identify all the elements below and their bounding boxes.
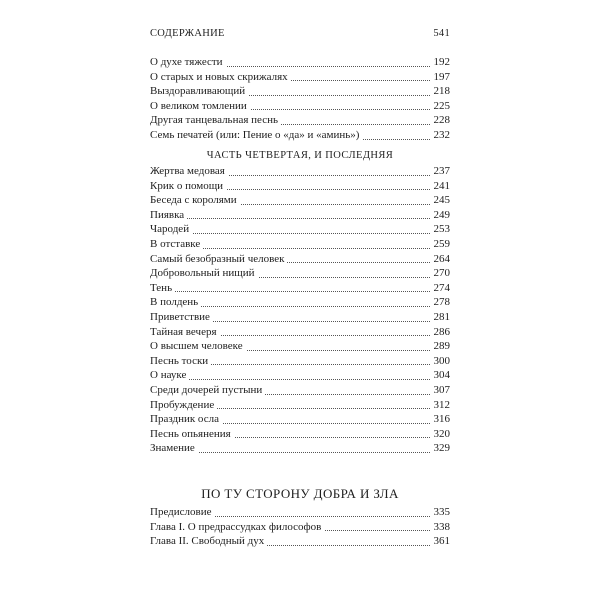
toc-entry-page: 245: [431, 193, 451, 208]
toc-entry-title: Песнь тоски: [150, 354, 211, 369]
toc-entry-page: 316: [431, 412, 451, 427]
toc-entry-page: 335: [431, 505, 451, 520]
toc-entry: [150, 128, 450, 143]
toc-entry: [150, 398, 450, 413]
dot-leader: [150, 379, 450, 380]
toc-entry-page: 361: [431, 534, 451, 549]
toc-entry: [150, 222, 450, 237]
toc-entry-title: Пробуждение: [150, 398, 217, 413]
toc-entry: [150, 383, 450, 398]
toc-entry: [150, 368, 450, 383]
toc-entry-title: Пиявка: [150, 208, 187, 223]
toc-entry: [150, 325, 450, 340]
toc-entry: [150, 266, 450, 281]
toc-entry-title: О духе тяжести: [150, 55, 226, 70]
toc-entry-title: Крик о помощи: [150, 179, 226, 194]
dot-leader: [150, 291, 450, 292]
toc-entry-title: Песнь опьянения: [150, 427, 234, 442]
toc-entry-title: Глава I. О предрассудках философов: [150, 520, 324, 535]
toc-entry-page: 270: [431, 266, 451, 281]
toc-entry: [150, 520, 450, 535]
toc-entry: [150, 193, 450, 208]
toc-entry-page: 249: [431, 208, 451, 223]
toc-entry-page: 307: [431, 383, 451, 398]
toc-entry-title: Жертва медовая: [150, 164, 228, 179]
toc-entry-title: В полдень: [150, 295, 201, 310]
header-title: СОДЕРЖАНИЕ: [150, 28, 225, 39]
toc-entry: [150, 310, 450, 325]
toc-entry: [150, 295, 450, 310]
toc-entry: [150, 208, 450, 223]
toc-entry: [150, 412, 450, 427]
toc-entry-page: 197: [431, 70, 451, 85]
toc-part4-list: [150, 164, 450, 456]
toc-entry-title: Выздоравливающий: [150, 84, 248, 99]
toc-entry-title: Другая танцевальная песнь: [150, 113, 281, 128]
toc-entry-page: 192: [431, 55, 451, 70]
toc-entry: [150, 237, 450, 252]
toc-entry: [150, 354, 450, 369]
toc-entry: [150, 534, 450, 549]
toc-entry-title: Добровольный нищий: [150, 266, 258, 281]
toc-entry-title: Праздник осла: [150, 412, 222, 427]
toc-entry-page: 218: [431, 84, 451, 99]
toc-entry-page: 312: [431, 398, 451, 413]
toc-entry-page: 329: [431, 441, 451, 456]
toc-entry-page: 232: [431, 128, 451, 143]
toc-entry: [150, 84, 450, 99]
toc-entry: [150, 281, 450, 296]
toc-entry-page: 338: [431, 520, 451, 535]
toc-entry-page: 281: [431, 310, 451, 325]
toc-entry: [150, 427, 450, 442]
toc-entry-page: 289: [431, 339, 451, 354]
dot-leader: [150, 233, 450, 234]
toc-entry-page: 286: [431, 325, 451, 340]
toc-entry-page: 320: [431, 427, 451, 442]
toc-entry-title: Предисловие: [150, 505, 215, 520]
toc-entry-page: 300: [431, 354, 451, 369]
toc-entry-page: 274: [431, 281, 451, 296]
toc-entry-page: 278: [431, 295, 451, 310]
toc-entry-page: 237: [431, 164, 451, 179]
toc-entry: [150, 99, 450, 114]
toc-entry-title: Самый безобразный человек: [150, 252, 287, 267]
toc-entry-page: 225: [431, 99, 451, 114]
toc-entry-page: 241: [431, 179, 451, 194]
toc-entry: [150, 505, 450, 520]
toc-entry-page: 259: [431, 237, 451, 252]
toc-entry-title: Глава II. Свободный дух: [150, 534, 267, 549]
toc-entry-title: Приветствие: [150, 310, 213, 325]
toc-entry: [150, 441, 450, 456]
book-heading-beyond-good-and-evil: ПО ТУ СТОРОНУ ДОБРА И ЗЛА: [201, 486, 399, 501]
toc-entry-title: В отставке: [150, 237, 203, 252]
toc-entry-title: Тень: [150, 281, 175, 296]
toc-part3-list: [150, 55, 450, 143]
toc-entry-page: 253: [431, 222, 451, 237]
toc-entry: [150, 55, 450, 70]
toc-entry-page: 228: [431, 113, 451, 128]
toc-entry: [150, 113, 450, 128]
toc-entry: [150, 252, 450, 267]
toc-entry-page: 304: [431, 368, 451, 383]
toc-entry-title: Чародей: [150, 222, 192, 237]
toc-entry-title: Среди дочерей пустыни: [150, 383, 265, 398]
header-page-number: 541: [433, 28, 450, 39]
dot-leader: [150, 218, 450, 219]
toc-entry: [150, 70, 450, 85]
toc-entry-title: Знамение: [150, 441, 198, 456]
section-heading-part4: ЧАСТЬ ЧЕТВЕРТАЯ, И ПОСЛЕДНЯЯ: [206, 150, 394, 161]
toc-entry-title: О великом томлении: [150, 99, 250, 114]
toc-entry: [150, 164, 450, 179]
toc-entry-title: О науке: [150, 368, 189, 383]
toc-entry-title: О старых и новых скрижалях: [150, 70, 291, 85]
toc-entry: [150, 339, 450, 354]
toc-entry-page: 264: [431, 252, 451, 267]
toc-entry-title: Семь печатей (или: Пение о «да» и «аминь»): [150, 128, 362, 143]
toc-entry-title: Тайная вечеря: [150, 325, 220, 340]
toc-entry-title: О высшем человеке: [150, 339, 246, 354]
toc-entry-title: Беседа с королями: [150, 193, 240, 208]
toc-beyond-list: [150, 505, 450, 549]
toc-entry: [150, 179, 450, 194]
running-header: [150, 28, 450, 44]
